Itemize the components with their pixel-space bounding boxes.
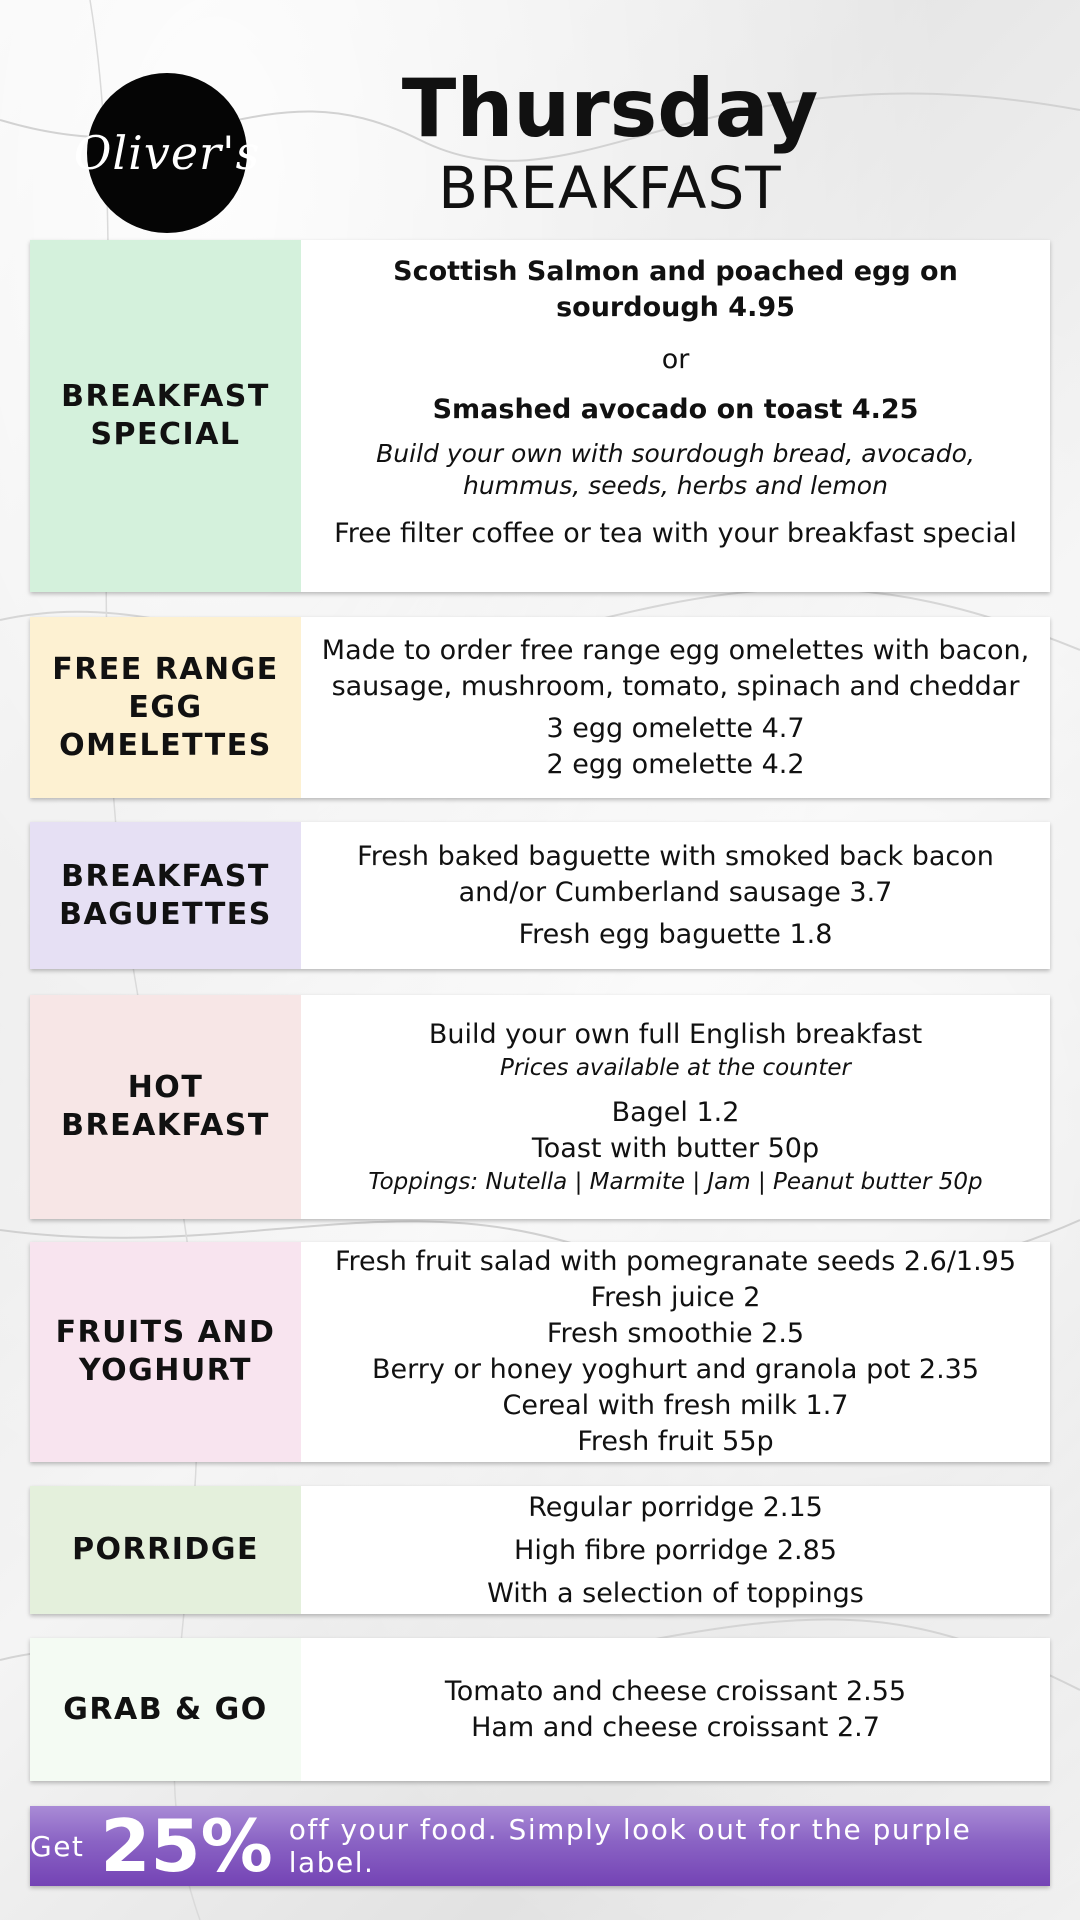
menu-item: Fresh smoothie 2.5	[546, 1318, 805, 1349]
logo	[73, 73, 261, 233]
section-omelettes	[30, 617, 1050, 798]
menu-item: Scottish Salmon and poached egg on sourdough 4.95	[393, 256, 958, 323]
section-label: FRUITS AND YOGHURT	[30, 1242, 301, 1462]
menu-item: Toast with butter 50p	[531, 1133, 820, 1164]
section-label: PORRIDGE	[30, 1486, 301, 1614]
menu-item: Berry or honey yoghurt and granola pot 2.35	[371, 1354, 980, 1385]
menu-text: Made to order free range egg omelettes with bacon, sausage, mushroom, tomato, spinach and cheddar	[321, 634, 1030, 702]
section-porridge	[30, 1486, 1050, 1614]
section-label: BREAKFAST SPECIAL	[30, 240, 301, 592]
section-label: BREAKFAST BAGUETTES	[30, 822, 301, 969]
menu-item: Fresh egg baguette 1.8	[518, 918, 833, 950]
menu-text: Free filter coffee or tea with your breakfast special	[334, 518, 1017, 549]
promo-text: off your food. Simply look out for the purple label.	[288, 1813, 972, 1879]
menu-item: Tomato and cheese croissant 2.55	[444, 1675, 907, 1707]
menu-item: Ham and cheese croissant 2.7	[471, 1711, 880, 1743]
promo-discount: 25%	[100, 1804, 273, 1888]
menu-note: Toppings: Nutella | Marmite | Jam | Peanut butter 50p	[368, 1169, 983, 1195]
section-content	[301, 995, 1050, 1219]
promo-pre: Get	[30, 1829, 85, 1863]
menu-item: Fresh fruit 55p	[577, 1426, 774, 1457]
section-grab-and-go	[30, 1638, 1050, 1781]
section-content	[301, 617, 1050, 798]
menu-item: 3 egg omelette 4.7	[546, 712, 805, 744]
menu-item: High fibre porridge 2.85	[514, 1534, 837, 1566]
menu-item: Smashed avocado on toast 4.25	[432, 394, 919, 425]
section-baguettes	[30, 822, 1050, 969]
section-content	[301, 240, 1050, 592]
section-content	[301, 822, 1050, 969]
section-hot-breakfast	[30, 995, 1050, 1219]
menu-item: Regular porridge 2.15	[528, 1491, 823, 1523]
section-fruits-yoghurt	[30, 1242, 1050, 1462]
section-label: GRAB & GO	[30, 1638, 301, 1781]
menu-text: Build your own full English breakfast	[428, 1019, 923, 1050]
menu-note: Prices available at the counter	[500, 1055, 851, 1081]
logo-text: Oliver's	[73, 126, 261, 180]
section-content	[301, 1638, 1050, 1781]
menu-text: With a selection of toppings	[487, 1577, 864, 1609]
promo-banner	[30, 1806, 1050, 1886]
menu-note: Build your own with sourdough bread, avocado, hummus, seeds, herbs and lemon	[376, 439, 975, 500]
menu-item: 2 egg omelette 4.2	[546, 748, 805, 780]
menu-item: Bagel 1.2	[611, 1097, 740, 1128]
menu-item: Fresh juice 2	[590, 1282, 761, 1313]
menu-item: Fresh fruit salad with pomegranate seeds 2.6/1.95	[334, 1246, 1017, 1277]
meal-title: BREAKFAST	[438, 154, 782, 222]
section-breakfast-special	[30, 240, 1050, 592]
section-content	[301, 1486, 1050, 1614]
section-label: FREE RANGE EGG OMELETTES	[30, 617, 301, 798]
menu-item: Fresh baked baguette with smoked back bacon and/or Cumberland sausage 3.7	[357, 840, 994, 908]
menu-text: or	[661, 344, 690, 375]
section-label: HOT BREAKFAST	[30, 995, 301, 1219]
header	[400, 64, 820, 222]
day-title: Thursday	[401, 62, 819, 155]
menu-item: Cereal with fresh milk 1.7	[502, 1390, 849, 1421]
section-content	[301, 1242, 1050, 1462]
